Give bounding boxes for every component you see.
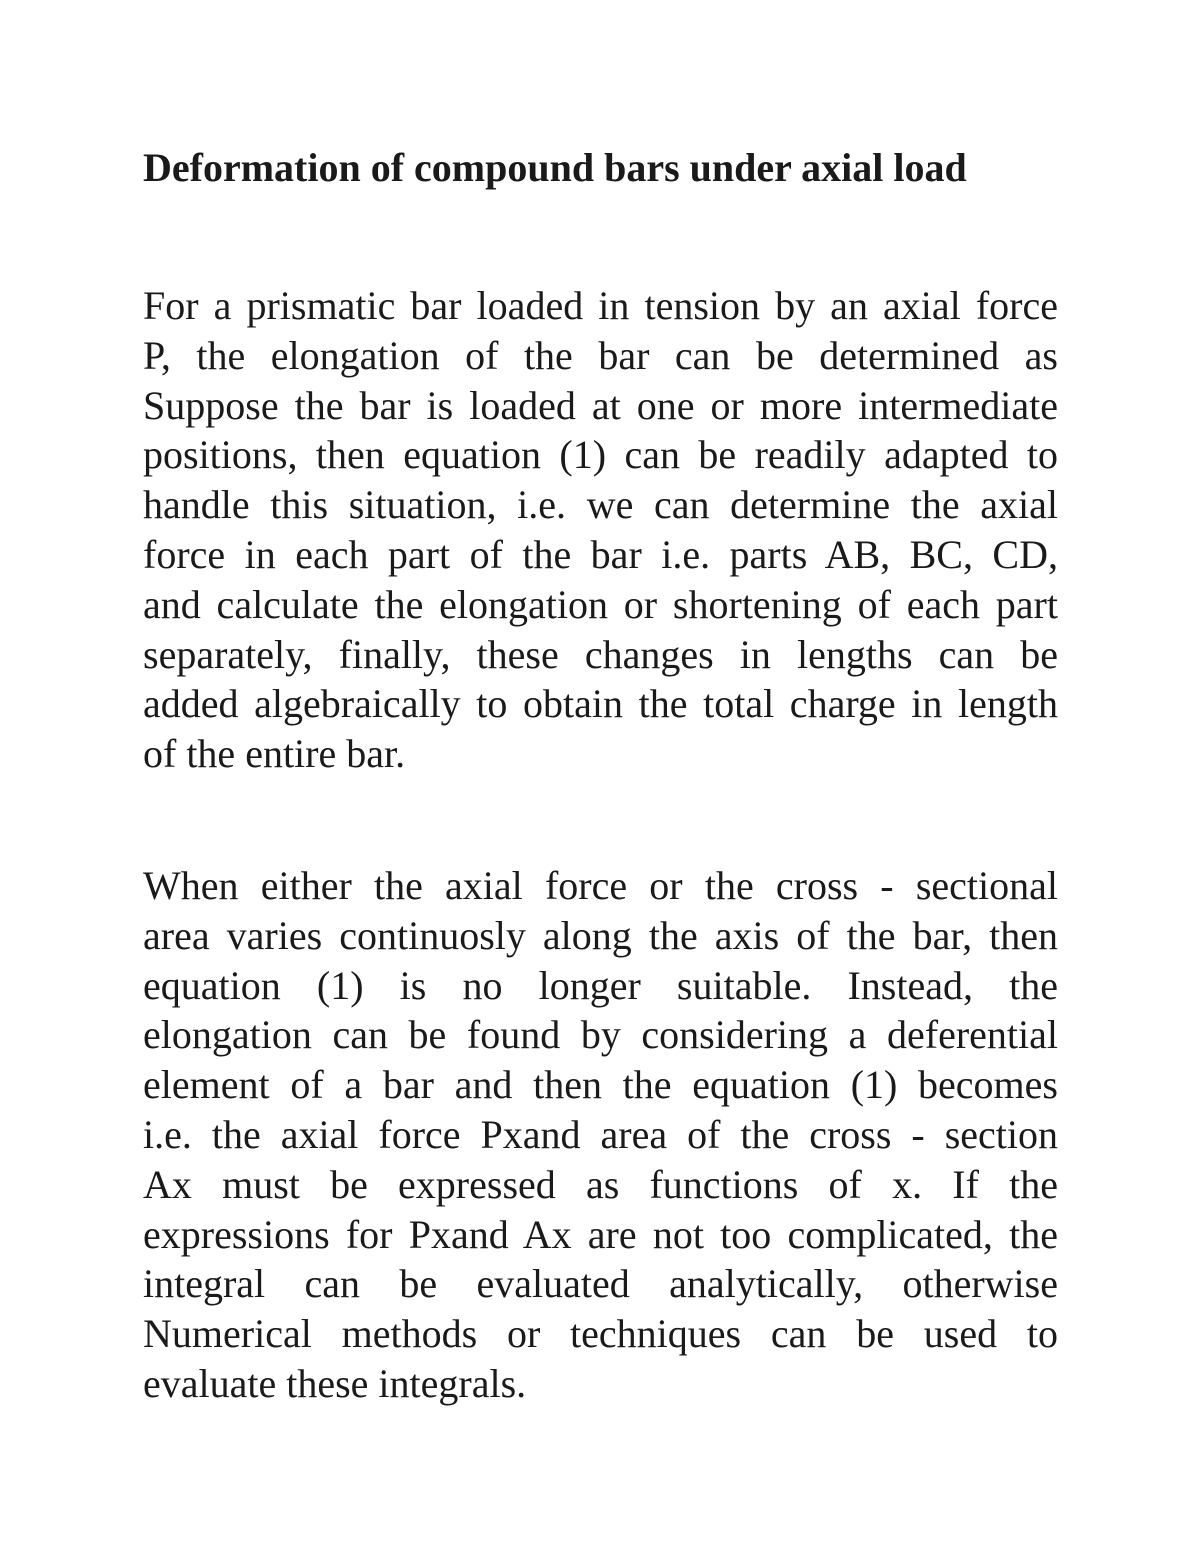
text-line: separately, finally, these changes in lengths can be [143,631,1058,677]
text-line: added algebraically to obtain the total charge in length [143,681,1058,727]
text-line: Ax must be expressed as functions of x. If the [143,1161,1058,1207]
text-line: For a prismatic bar loaded in tension by an axial force [143,283,1058,328]
text-line: Numerical methods or techniques can be used to [143,1311,1058,1357]
document-title: Deformation of compound bars under axial load [143,145,967,190]
text-line: element of a bar and then the equation (1) becomes [143,1062,1058,1108]
text-line: i.e. the axial force Pxand area of the cross - section [143,1111,1058,1157]
text-line: When either the axial force or the cross - sectional [143,862,1058,908]
text-line: and calculate the elongation or shortening of each part [143,581,1058,627]
text-line: evaluate these integrals. [143,1360,527,1406]
text-line: positions, then equation (1) can be readily adapted to [143,432,1058,478]
paragraph-varying-force [143,861,1058,1409]
document-body [143,138,1058,1409]
text-line: elongation can be found by considering a deferential [143,1012,1058,1058]
text-line: expressions for Pxand Ax are not too complicated, the [143,1211,1058,1257]
text-line: force in each part of the bar i.e. parts AB, BC, CD, [143,531,1058,577]
paragraph-prismatic-bar [143,281,1058,779]
text-line: P, the elongation of the bar can be determined as [143,332,1058,378]
text-line: of the entire bar. [143,731,406,777]
text-line: Suppose the bar is loaded at one or more intermediate [143,382,1058,428]
text-line: handle this situation, i.e. we can determine the axial [143,482,1058,528]
text-line: area varies continuosly along the axis of the bar, then [143,912,1058,958]
text-line: equation (1) is no longer suitable. Instead, the [143,962,1058,1008]
text-line: integral can be evaluated analytically, otherwise [143,1261,1058,1307]
